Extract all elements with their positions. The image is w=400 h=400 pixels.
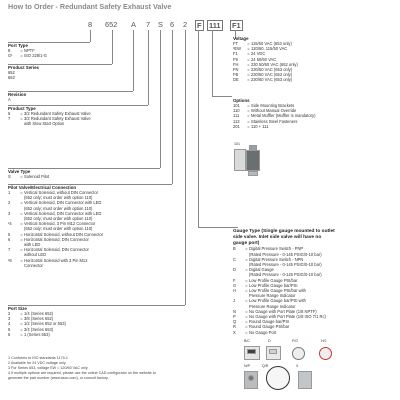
product-series-item: 652 [8,70,15,75]
port-size-section [8,306,66,337]
round-gauge-photo [266,366,290,390]
gauge-type-row: G =Low Profile Gauge bar/PSI [233,282,298,288]
product-type-section [8,106,91,127]
footnote: 2 Available for 24 VDC voltage only [8,361,66,365]
pilot-valve-row: 6 =Horizontal Solenoid, DIN Connector [8,236,89,242]
port-size-row: 5 =3/4 (Series 653) [8,326,54,332]
product-type-row: 6 =3/2 Redundant Safety Exhaust Valve [8,111,91,116]
port-type-row: G¹ =ISO 228/1-G [8,53,47,59]
voltage-row: FT =115/50 VAC (653 only) [233,41,292,46]
voltage-row: ³EW =120/60, 115/50 VAC [233,46,288,52]
port-type-header: Port Type [8,43,28,48]
range-indicator-gauge-photo [319,347,332,360]
voltage-row: FB =230/50 VAC (652 only) [233,72,293,78]
pilot-valve-row: 2 =Vertical Solenoid, DIN Connector with LED [8,200,102,206]
photo-label-hj: H/J [321,339,327,343]
page-title: How to Order - Redundant Safety Exhaust Valve [8,2,172,11]
voltage-section [233,36,298,83]
product-type-cont: with Slow Start Option [24,121,65,127]
options-header: Options [233,98,250,103]
photo-label-x: X [296,364,299,368]
voltage-row: FH =230 50/60 VAC (652 only) [233,61,298,67]
photo-label-d: D [268,339,271,343]
photo-label-np: N/P [244,364,250,368]
no-gauge-port-photo [298,371,312,389]
code-revision: A [131,20,136,29]
gauge-type-row: D =Digital Gauge [233,267,274,273]
gauge-type-row: H =Low Profile Gauge PSI/bar with [233,288,306,294]
low-profile-gauge-photo [292,347,305,360]
pilot-valve-section [8,185,103,268]
code-gauge-type: F [197,21,202,30]
pilot-valve-row: (652 only; must order with option 110) [24,226,93,232]
voltage-row: FN =230/50 VAC (653 only) [233,67,293,73]
product-series-item: 653 [8,75,15,81]
code-port-type: 8 [88,20,93,29]
port-size-row: 3 =3/8 (Series 652) [8,316,54,322]
footnote: generate the part number (www.asco.com), or consult factory. [8,376,109,380]
gauge-type-row: R =Round Gauge PSI/bar [233,324,290,330]
pilot-valve-row: (652 only; must order with option 110) [24,216,93,222]
gauge-type-row: Q =Round Gauge bar/PSI [233,319,290,325]
revision-item: A [8,97,11,102]
port-type-row: 8 =NPTF [8,48,35,53]
port-type-section [8,43,47,58]
pilot-valve-row: 1 =Vertical Solenoid, without DIN Connector [8,190,98,195]
product-type-row: 7 =3/2 Redundant Safety Exhaust Valve [8,116,91,122]
photo-label-qr: Q/R [262,364,269,368]
product-series-section [8,65,39,80]
pilot-valve-row: 3 =Vertical Solenoid, DIN Connector with LED [8,210,102,216]
options-row: 110 =Without Manual Override [233,108,297,114]
code-port-size: 2 [183,20,188,29]
gauge-type-row: F =Low Profile Gauge PSI/bar [233,277,298,283]
pilot-valve-row: Connector [24,262,43,268]
voltage-row: F1 =24 VDC [233,51,266,57]
valve-type-section [8,169,49,179]
gauge-type-row: C =Digital Pressure Switch - NPN [233,256,304,262]
pilot-valve-row: with LED [24,242,41,248]
gauge-type-row: X =No Gauge Port [233,329,277,335]
gauge-type-row: (Rated Pressure - 0-145 PSIG/0-10 bar) [249,272,322,278]
gauge-type-row: P =No Gauge with Port Plate (1/8 ISO 7/1 Rc) [233,314,326,320]
port-size-row: 2 =1/4 (Series 652) [8,311,54,316]
gauge-type-row: (Rated Pressure - 0-145 PSIG/0-10 bar) [249,262,322,267]
pilot-valve-row: ²8 =Horizontal Solenoid with 3 Pin M12 [8,257,88,263]
code-options: 111 [209,21,221,30]
product-series-header: Product Series [8,65,39,70]
gauge-type-section [233,229,335,335]
options-section [233,98,315,129]
voltage-row: DE =230/60 VAC (653 only) [233,77,293,83]
photo-label-bc: B/C [244,339,250,343]
gauge-type-row: (Rated Pressure - 0-145 PSIG/0-10 bar) [249,251,322,257]
pilot-valve-row: 5 =Horizontal Solenoid, without DIN Connector [8,231,103,237]
photo-label-fg: F/G [292,339,298,343]
code-voltage: F1 [232,21,241,30]
code-valve-type: S [158,20,163,29]
voltage-row: F9 =24 50/60 VAC [233,56,277,62]
code-pilot-valve: 6 [170,20,175,29]
gauge-type-header: Gauge Type (Single gauge mounted to outlet side valve. Inlet side valve will have no gauge port) [233,229,335,246]
pilot-valve-row: without LED [24,252,47,258]
voltage-header: Voltage [233,36,249,41]
options-row: 111 =Metal Muffler (Muffler is mandatory) [233,113,316,119]
revision-header: Revision [8,92,27,97]
pilot-valve-row: 7 =Horizontal Solenoid, DIN Connector [8,247,89,253]
port-size-row: 4 =1/2 (Series 652 or 653) [8,321,66,327]
pilot-valve-row: (652 only; must order with option 110) [24,195,93,201]
pilot-valve-row: ²4 =Vertical Solenoid, 3 Pin M12 Connector [8,221,96,227]
valve-type-header: Valve Type [8,169,31,174]
gauge-type-row: Pressure Range Indicator [249,293,296,299]
gauge-type-row: N =No Gauge with Port Plate (1/8 NPTF) [233,308,317,314]
gauge-type-row: J =Low Profile Gauge bar/PSI with [233,298,306,304]
pilot-valve-header: Pilot Valve/Electrical Connection [8,185,77,190]
gauge-type-row: Pressure Range Indicator [249,303,296,309]
code-product-series: 652 [105,20,118,29]
footnote: 1 Conforms to ISO standards 1179-1 [8,356,68,360]
pilot-valve-row: (652 only; must order with option 110) [24,205,93,211]
footnote: 3 For Series 653, voltage EW = 120/60 VAC only [8,366,88,370]
options-row: 201 =110 + 111 [233,123,269,129]
port-size-row: 6 =1 (Series 653) [8,331,50,337]
photo-label-101: 101 [234,142,240,146]
footnote: 4 If multiple options are required, please use the online CAD configurator on the website to [8,371,156,375]
product-type-header: Product Type [8,106,36,111]
options-row: 101 =Side Mounting Brackets [233,103,295,108]
valve-type-row: S =Solenoid Pilot [8,174,50,179]
gauge-type-row: B =Digital Pressure Switch - PNP [233,246,304,252]
port-size-header: Port Size [8,306,27,311]
code-product-type: 7 [146,20,151,29]
options-row: 113 =Stainless Steel Fasteners [233,118,298,124]
revision-section [8,92,26,102]
footnotes [8,356,156,381]
